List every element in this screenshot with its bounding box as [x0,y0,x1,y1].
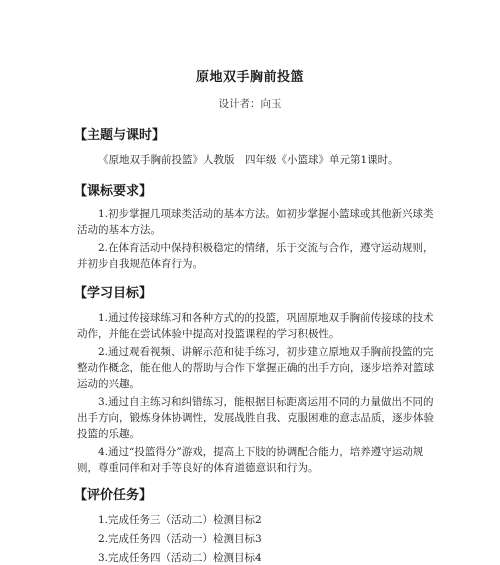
theme-text: 《原地双手胸前投篮》人教版 四年级《小篮球》单元第1课时。 [98,154,399,166]
evaluation-item-1: 1.完成任务三（活动二）检测目标2 [98,514,262,526]
evaluation-item-2: 2.完成任务四（活动一）检测目标3 [98,533,262,545]
heading-theme: 【主题与课时】 [74,128,166,143]
goal-item-2: 2.通过观看视频、讲解示范和徒手练习，初步建立原地双手胸前投篮的完整动作概念，能在他人的帮助与合作下掌握正确的出手方向，逐步培养对篮球运动的兴趣。 [77,346,434,390]
goal-item-1: 1.通过传接球练习和各种方式的的投篮，巩固原地双手胸前传接球的技术动作，并能在尝试体验中提高对投篮课程的学习积极性。 [77,312,434,340]
heading-evaluation: 【评价任务】 [74,488,153,503]
heading-curriculum: 【课标要求】 [74,184,153,199]
document-title: 原地双手胸前投篮 [195,70,304,85]
curriculum-item-1: 1.初步掌握几项球类活动的基本方法。如初步掌握小篮球或其他新兴球类活动的基本方法。 [77,208,434,236]
evaluation-item-3: 3.完成任务四（活动二）检测目标4 [98,552,262,564]
curriculum-item-2: 2.在体育活动中保持积极稳定的情绪，乐于交流与合作，遵守运动规则，并初步自我规范体育行为。 [77,242,434,270]
document-author: 设计者：向玉 [218,98,282,110]
goal-item-4: 4.通过“投篮得分”游戏，提高上下肢的协调配合能力，培养遵守运动规则，尊重同伴和对手等良好的体育道德意识和行为。 [77,446,424,474]
heading-goals: 【学习目标】 [74,286,153,301]
goal-item-3: 3.通过自主练习和纠错练习，能根据目标距离运用不同的力量做出不同的出手方向，锻炼身体协调性，发展战胜自我、克服困难的意志品质，逐步体验投篮的乐趣。 [77,396,434,440]
